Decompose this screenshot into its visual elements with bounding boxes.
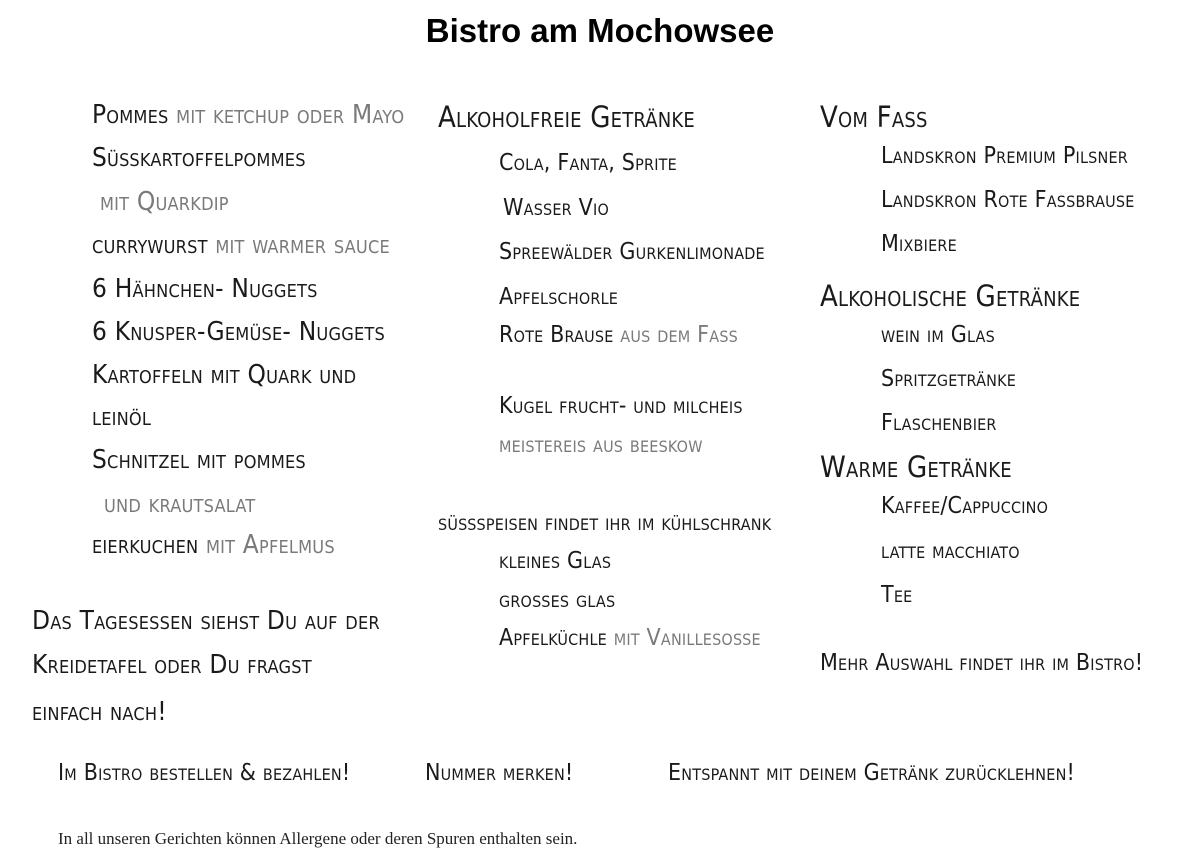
fass-fassbrause: Landskron Rote Fassbrause xyxy=(881,187,1135,213)
step-nummer: Nummer merken! xyxy=(425,760,574,786)
drink-gurkenlimonade: Spreewälder Gurkenlimonade xyxy=(499,239,765,265)
item-name: Rote Brause xyxy=(499,322,614,348)
item-extra: mit ketchup oder Mayo xyxy=(168,100,405,130)
drink-apfelschorle: Apfelschorle xyxy=(499,284,619,310)
menu-item-kartoffeln: Kartoffeln mit Quark und xyxy=(92,360,357,390)
menu-item-suesskartoffelpommes: Süßkartoffelpommes xyxy=(92,143,306,173)
eis-meistereis: meistereis aus beeskow xyxy=(499,432,703,458)
heading-alkoholische-getraenke: Alkoholische Getränke xyxy=(820,279,1081,313)
item-name: eierkuchen xyxy=(92,530,199,560)
menu-item-schnitzel: Schnitzel mit pommes xyxy=(92,445,306,475)
warm-kaffee: Kaffee/Cappuccino xyxy=(881,493,1049,519)
step-bestellen: Im Bistro bestellen & bezahlen! xyxy=(58,760,351,786)
drink-rote-brause xyxy=(499,322,738,348)
heading-vom-fass: Vom Fass xyxy=(820,100,928,134)
allergen-note: In all unseren Gerichten können Allergene oder deren Spuren enthalten sein. xyxy=(58,829,578,848)
menu-item-leinoel: leinöl xyxy=(92,402,152,432)
heading-warme-getraenke: Warme Getränke xyxy=(820,450,1012,484)
drink-cola: Cola, Fanta, Sprite xyxy=(499,150,677,176)
menu-item-krautsalat: und krautsalat xyxy=(104,489,256,519)
alk-spritz: Spritzgetränke xyxy=(881,366,1017,392)
item-extra: mit Apfelmus xyxy=(198,530,335,560)
heading-alkoholfreie-getraenke: Alkoholfreie Getränke xyxy=(438,100,696,134)
alk-flaschenbier: Flaschenbier xyxy=(881,410,997,436)
eis-kugel: Kugel frucht- und milcheis xyxy=(499,393,743,419)
menu-item-currywurst xyxy=(92,230,390,260)
mehr-auswahl: Mehr Auswahl findet ihr im Bistro! xyxy=(820,650,1144,676)
item-name: currywurst xyxy=(92,230,208,260)
menu-item-eierkuchen xyxy=(92,530,335,560)
drink-wasser: Wasser Vio xyxy=(503,195,609,221)
heading-suessspeisen: süßspeisen findet ihr im kühlschrank xyxy=(438,510,772,536)
fass-pilsner: Landskron Premium Pilsner xyxy=(881,143,1128,169)
tagesessen-line-2: Kreidetafel oder Du fragst xyxy=(32,650,312,680)
item-extra: mit Vanillesoße xyxy=(606,625,761,651)
suess-apfelkuechle xyxy=(499,625,761,651)
menu-item-gemuese-nuggets: 6 Knusper-Gemüse- Nuggets xyxy=(92,317,385,347)
warm-tee: Tee xyxy=(881,582,913,608)
item-extra: aus dem Fass xyxy=(613,322,738,348)
warm-latte: latte macchiato xyxy=(881,538,1020,564)
tagesessen-line-3: einfach nach! xyxy=(32,697,167,727)
tagesessen-line-1: Das Tagesessen siehst Du auf der xyxy=(32,606,380,636)
step-zuruecklehnen: Entspannt mit deinem Getränk zurücklehnen! xyxy=(668,760,1076,786)
alk-wein: wein im Glas xyxy=(881,322,995,348)
suess-kleines-glas: kleines Glas xyxy=(499,548,612,574)
page-title: Bistro am Mochowsee xyxy=(425,12,775,49)
item-name: Pommes xyxy=(92,100,169,130)
menu-item-haehnchen-nuggets: 6 Hähnchen- Nuggets xyxy=(92,274,318,304)
fass-mixbiere: Mixbiere xyxy=(881,231,957,257)
menu-item-pommes xyxy=(92,100,404,130)
menu-item-quarkdip: mit Quarkdip xyxy=(100,187,229,217)
item-extra: mit warmer sauce xyxy=(207,230,390,260)
suess-grosses-glas: großes glas xyxy=(499,587,616,613)
item-name: Apfelküchle xyxy=(499,625,607,651)
